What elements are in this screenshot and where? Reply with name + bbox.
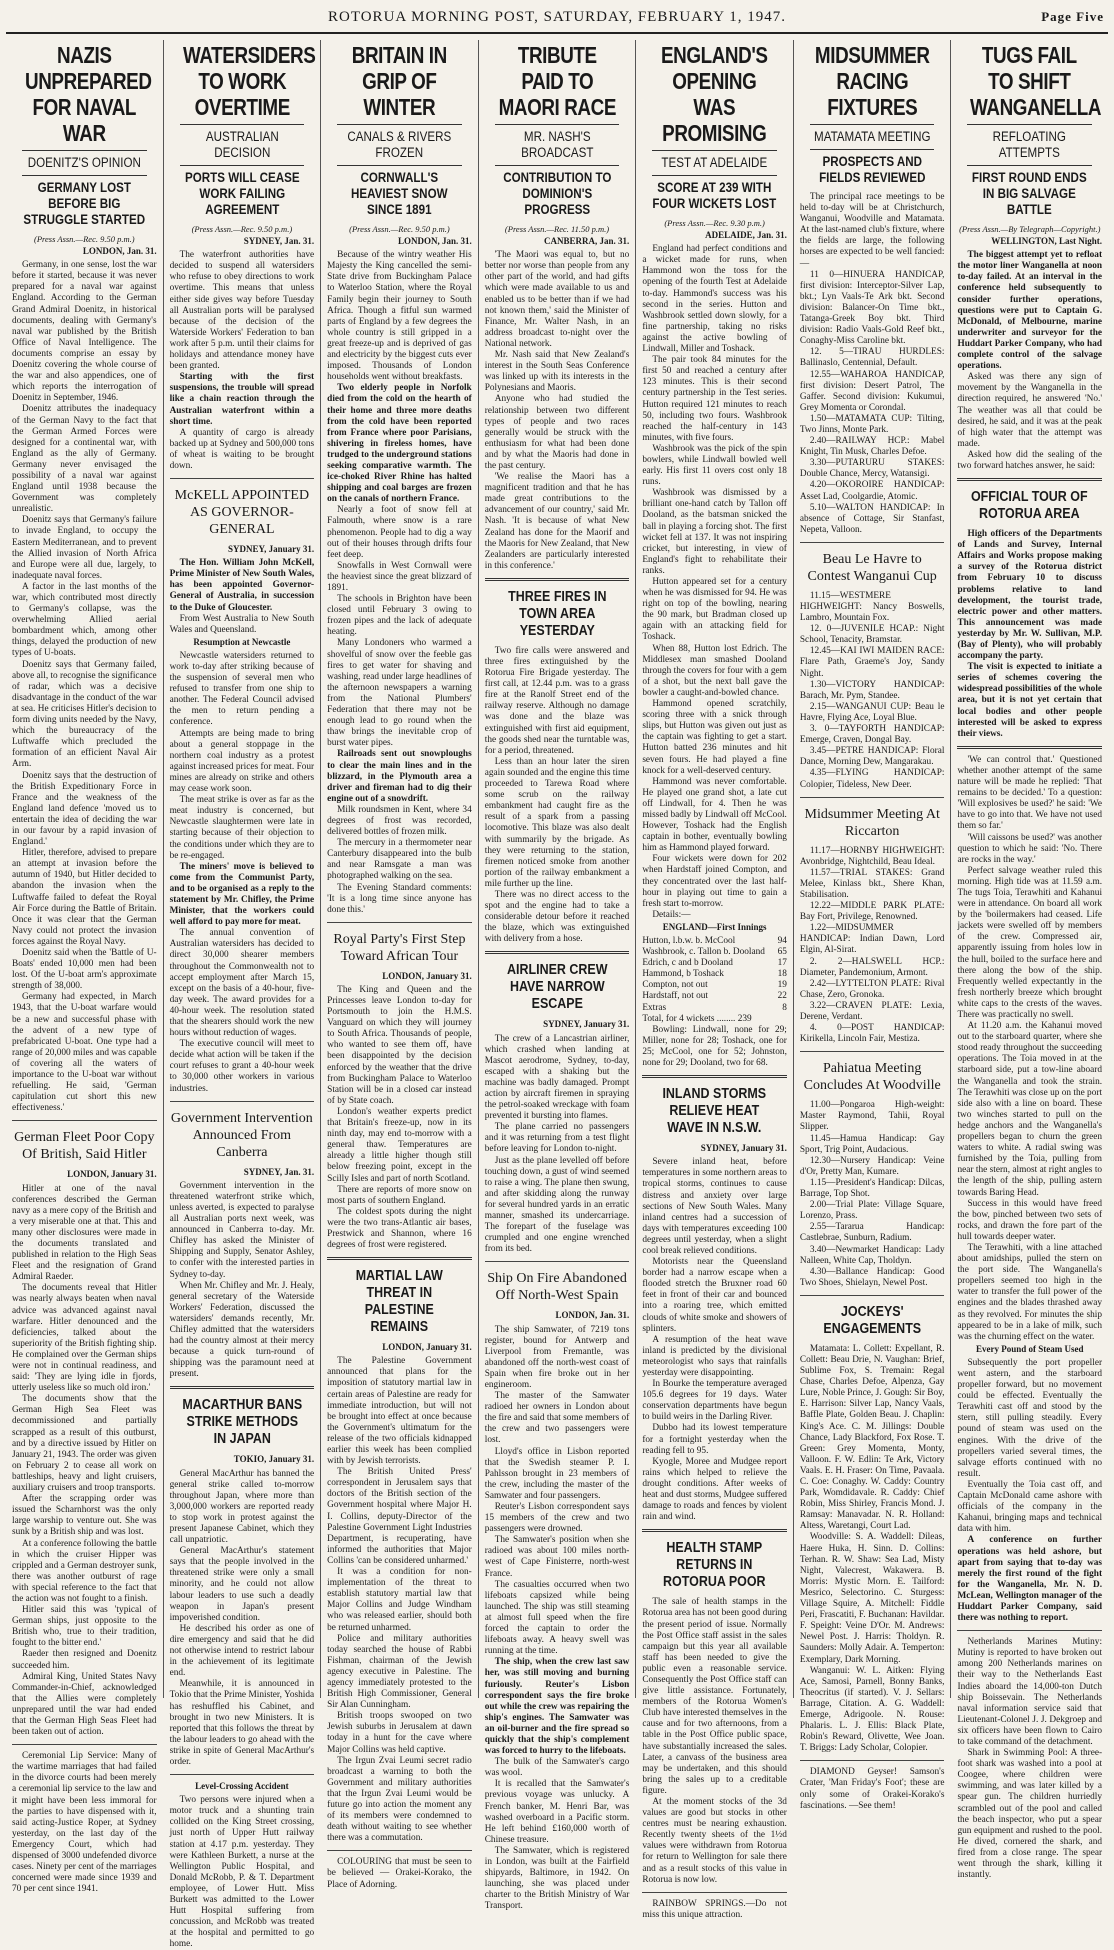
headline: ENGLAND'S OPENING WAS PROMISING [661, 42, 768, 146]
paragraph: Mr. Nash said that New Zealand's interest in the South Seas Conference was linked up with its interests in the Polynesians and Maoris. [484, 350, 630, 394]
subhead: CORNWALL'S HEAVIEST SNOW SINCE 1891 [351, 170, 448, 217]
race-line: 12.22—MIDDLE PARK PLATE: Bay Fort, Privilege, Renowned. [799, 901, 945, 923]
paragraph: Shark in Swimming Pool: A three-foot shark was washed into a pool at Coogee, where children were swimming, and was later killed by a spear gun. The children hurriedly scrambled out of the pool and called the beach inspector, who put a spear gun equipment and rushed to the pool. He dived, cornered the shark, and fired from a close range. The spear went through the shark, killing it instantly. [957, 1748, 1103, 1881]
batsman: Washbrook, c. Tallon b. Dooland [642, 947, 765, 958]
paragraph: A resumption of the heat wave inland is predicted by the divisional meteorologist who says that rainfalls yesterday were disappointing. [642, 1334, 787, 1378]
paragraph: Anyone who had studied the relationship between two different types of people and two races generally would be struck with the enthusiasm for what had been done and by what the Maoris had done in the past century. [484, 394, 630, 471]
dateline: LONDON, Jan. 31. [397, 236, 472, 247]
paragraph: Bowling: Lindwall, none for 29; Miller, none for 28; Toshack, one for 25; McCool, one for 52; Johnston, none for 29; Dooland, two for 68. [642, 1024, 787, 1069]
paragraph: The documents show that the German High Sea Fleet was decommissioned and partially scrapped as a result of this outburst, and by a directive issued by Hitler on January 21, 1943. The order was given on February 2 to cease all work on battleships, heavy and light cruisers, auxiliary cruisers and troop transports. [12, 1394, 157, 1494]
race-line: 12.55—WAHAROA HANDICAP, first division: Desert Patrol, The Gaffer. Second division: Kukumui, Grey Momenta or Corondal. [799, 369, 945, 413]
paragraph: A conference on further operations was held ashore, but apart from saying that to-day was merely the first round of the fight for the Wanganella, Mr. N. D. McLean, Wellington manager of the Huddart Parker Company, said there was nothing to report. [957, 1535, 1103, 1624]
paragraph: Hitler, therefore, advised to prepare an attempt at invasion before the autumn of 1940, but Hitler decided to abandon the invasion when the Luftwaffe failed to defeat the Royal Air Force during the Battle of Britain. Once it was clear that the German Navy could not protect the invasion forces against the Royal Navy. [12, 848, 157, 947]
subhead: PROSPECTS AND FIELDS REVIEWED [818, 154, 926, 185]
paragraph: Doenitz says that the destruction of the British Expeditionary Force in France and the weakness of the England land defence 'moved us to entertain the idea of deciding the war in our favour by a rapid invasion of England.' [12, 770, 157, 848]
race-line: 3. 0—TAYFORTH HANDICAP: Emerge, Craven, Dongal Bay. [799, 724, 945, 746]
paragraph: Dubbo had its lowest temperature for a fortnight yesterday when the reading fell to 95. [642, 1423, 787, 1456]
scorecard-row [642, 969, 787, 980]
headline: WATERSIDERS TO WORK OVERTIME [182, 42, 316, 120]
race-line: 1.50—MATAMATA CUP: Tilting, Two Jinns, Monte Park. [799, 413, 945, 435]
race-line: 12.45—KAI IWI MAIDEN RACE: Flare Path, Graeme's Joy, Sandy Night. [799, 646, 945, 679]
paragraph: RAINBOW SPRINGS.—Do not miss this unique attraction. [642, 1898, 787, 1920]
paragraph: The ship Samwater, of 7219 tons register, bound for Antwerp and Liverpool from Fremantle, was abandoned off the north-west coast of Spain when fire broke out in her engineroom. [484, 1324, 630, 1390]
paragraph: Germany, in one sense, lost the war before it started, because it was never prepared for a naval war against England. According to the German Grand Admiral Doenitz, in historical documents, dealing with Germany's naval war published by the British Office of Naval Intelligence. The documents comprise an essay by Doenitz covering the whole course of the war and also appendices, one of which reports the interrogation of Doenitz in September, 1946. [12, 260, 157, 404]
masthead [6, 4, 1108, 34]
paragraph: Admiral King, United States Navy Commander-in-Chief, acknowledged that the Allies were completely unprepared until the war had ended that the German High Seas Fleet had been taken out of action. [12, 1671, 157, 1738]
paragraph: Woodville: S. A. Waddell: Dileas, Haere Huka, H. Sinn. D. Collins: Terhan. R. W. Shaw: Sea Lad, Misty Night, Valecrest, Wakawera. B. Morris: Mystic Morn. E. Tailford: Mesrico, Selectorino. C. Sturgess: Village Squire, A. Mitchell: Fiddle Peri, Frascatiti, F. Buchanan: Havildar. F. Speight: Veine D'Or. M. Andrews: Newel Post. J. Harris: Tholdyn. R. Saunders: Molly Adair. A. Temperton: Exemplary, Dark Morning. [799, 1532, 945, 1665]
paragraph: He described his order as one of dire emergency and said that he did not otherwise intend to restrict labour in the achievement of its legitimate end. [169, 1623, 315, 1679]
paragraph: At a conference following the battle in which the cruiser Hipper was crippled and a German destroyer sunk, there was another outburst of rage with special reference to the fact that the action was not fought to a finish. [12, 1538, 157, 1604]
section-headline: Royal Party's First Step Toward African Tour [333, 931, 466, 964]
race-line: 2.00—Trial Plate: Village Square, Lorenzo, Prass. [799, 1200, 945, 1222]
paragraph: Ceremonial Lip Service: Many of the wartime marriages that had failed in the divorce courts had been merely a ceremonial lip service to the law and it might have been less immoral for the parties to have dispensed with it, said acting-Justice Roper, at Sydney yesterday, on the last day of the Emergency Court, which had dispensed of 3000 undefended divorce cases. Ninety per cent of the marriages concerned were made since 1939 and 70 per cent since 1941. [12, 1751, 157, 1895]
columns [6, 40, 1108, 1950]
race-line: 4.30—Ballance Handicap: Good Two Shoes, Shielayn, Newel Post. [799, 1266, 945, 1288]
runs: 65 [777, 947, 787, 958]
race-line: 11.45—Hamua Handicap: Gay Sport, Trig Point, Audacious. [799, 1133, 945, 1155]
section-headline: Government Intervention Announced From Canberra [170, 1110, 313, 1160]
paragraph: British troops swooped on two Jewish suburbs in Jerusalem at dawn today in a hunt for the cave where Major Collins was held captive. [327, 1711, 472, 1755]
race-line: 11.15—WESTMERE HIGHWEIGHT: Nancy Boswells, Lambro, Mountain Fox. [799, 590, 945, 624]
paragraph: The coldest spots during the night were the two trans-Atlantic air bases, Prestwick and Shannon, where 16 degrees of frost were registered. [327, 1206, 472, 1251]
paragraph: Doenitz says that Germany's failure to invade England, to occupy the Eastern Mediterranean, and to prevent the Allied invasion of North Africa and Europe were all due, largely, to inadequate naval forces. [12, 515, 157, 581]
race-line: 1.30—VICTORY HANDICAP: Barach, Mr. Pym, Standee. [799, 679, 945, 701]
race-line: 3.30—PUTARURU STAKES: Double Chance, Mercy, Watansigi. [799, 458, 945, 480]
paragraph: Doenitz says that Germany failed, above all, to recognise the significance of radar, which was a decisive disadvantage in the conduct of the war at sea. He criticises Hitler's decision to form diving units needed by the Navy, which the bureaucracy of the Luftwaffe which precluded the formation of an efficient Naval Air Arm. [12, 659, 157, 770]
column-racing [794, 40, 952, 1811]
credit: (Press Assn.—Rec. 9.50 p.m.) [34, 234, 135, 244]
paragraph: Hitler said this was 'typical of German ships, just opposite to the British who, true to their tradition, fought to the bitter end.' [12, 1605, 157, 1649]
section-headline: INLAND STORMS RELIEVE HEAT WAVE IN N.S.W. [662, 1086, 767, 1137]
paragraph: The bulk of the Samwater's cargo was wool. [484, 1757, 630, 1779]
batsman: Hardstaff, not out [642, 991, 708, 1002]
paragraph: Lloyd's office in Lisbon reported that the Swedish steamer P. I. Pahlsson brought in 23 members of the crew, including the master of the Samwater and four passengers. [484, 1446, 630, 1501]
paragraph: The King and Queen and the Princesses leave London to-day for Portsmouth to join the H.M.S. Vanguard on which they will journey to South Africa. Thousands of people, who wanted to see them off, have been disappointed by the decision enforced by the weather that the drive from Buckingham Palace to Waterloo Station will be in a closed car instead of by State coach. [327, 984, 472, 1106]
paragraph: Doenitz attributes the inadequacy of the German Navy to the fact that the German Armed Forces were designed for a continental war, with England as the ally of Germany. Germany never envisaged the possibility of a naval war against England until 1938 because the Government was completely unrealistic. [12, 404, 157, 515]
column-britain-winter [321, 40, 479, 1890]
dateline: SYDNEY, January 31. [543, 1019, 630, 1030]
paragraph: Milk roundsmen in Kent, where 34 degrees of frost was recorded, delivered bottles of frozen milk. [327, 804, 472, 838]
headline: TRIBUTE PAID TO MAORI RACE [498, 42, 616, 120]
runs: 17 [777, 958, 787, 969]
paragraph: The Palestine Government announced that plans for the imposition of statutory martial law in certain areas of Palestine are ready for immediate introduction, but will not be brought into effect at once because the Government's ultimatum for the release of the two officials kidnapped earlier this week has been complied with by Jewish terrorists. [327, 1356, 472, 1467]
dateline: SYDNEY, January 31. [700, 1143, 787, 1154]
subheading: Every Pound of Steam Used [976, 1343, 1084, 1354]
subhead: PORTS WILL CEASE WORK FAILING AGREEMENT [184, 170, 300, 217]
runs: 8 [782, 1002, 787, 1013]
paragraph: After the scrapping order was issued the Scharnhorst was the only large warship to venture out. She was sunk by a British ship and was lost. [12, 1494, 157, 1538]
dek: DOENITZ'S OPINION [27, 155, 141, 170]
dateline: ADELAIDE, Jan. 31. [705, 230, 787, 241]
race-line: 3.40—Newmarket Handicap: Lady Nalleen, White Cap, Tholdyn. [799, 1244, 945, 1266]
paragraph: Just as the plane levelled off before touching down, a gust of wind seemed to raise a wing. The plane then swung, and after skidding along the runway for several hundred yards in an erratic manner, smashed its undercarriage. The forepart of the fuselage was crumpled and one engine wrenched from its bed. [484, 1155, 630, 1255]
paragraph: Doenitz said when the 'Battle of U-Boats' ended 10,000 men had been lost. Of the U-boat arm's approximate strength of 38,000. [12, 948, 157, 992]
paragraph: 'The Maori was equal to, but no better nor worse than people from any other part of the world, and had gifts which were made available to us and enabled us to be better than if we had not known them,' said the Minister of Finance, Mr. Walter Nash, in an address broadcast to-night over the National network. [484, 250, 630, 349]
paragraph: Snowfalls in West Cornwall were the heaviest since the great blizzard of 1891. [327, 560, 472, 593]
race-line: 4.20—OKOROIRE HANDICAP: Asset Lad, Coolgardie, Atomic. [799, 480, 945, 502]
subhead: SCORE AT 239 WITH FOUR WICKETS LOST [652, 180, 777, 211]
paragraph: Perfect salvage weather ruled this morning. High tide was at 11.59 a.m. The tugs Toia, Terawhiti and Kahanui were in attendance. On board all work by the 'boilermakers had ceased. Life jackets were swelled off by members of the crew. Compressed air, apparently issuing from holes low in the hull, boiled to the surface here and there along the bow of the ship. Frequently welled expectantly in the fresh northerly breeze which brought white caps to the crests of the waves. There was practically no swell. [957, 865, 1103, 1020]
column-wanganella [951, 40, 1108, 1881]
paragraph: The crew of a Lancastrian airliner, which crashed when landing at Mascot aerodrome, Sydney, to-day, escaped with a shaking but the machine was badly damaged. Prompt action by aircraft firemen in spraying the petrol-soaked wreckage with foam prevented it bursting into flames. [484, 1033, 630, 1122]
dateline: CANBERRA, Jan. 31. [544, 236, 630, 247]
section-headline: OFFICIAL TOUR OF ROTORUA AREA [971, 489, 1089, 523]
paragraph: Reuter's Lisbon correspondent says 15 members of the crew and two passengers were drowned. [484, 1502, 630, 1535]
masthead-title: ROTORUA MORNING POST, SATURDAY, FEBRUARY 1, 1947. [328, 9, 786, 25]
dateline: LONDON, January 31. [382, 1342, 472, 1353]
dateline: SYDNEY, Jan. 31. [243, 236, 315, 247]
credit: (Press Assn.—Rec. 9.30 p.m.) [664, 218, 765, 228]
dateline: LONDON, Jan. 31. [555, 1310, 630, 1321]
paragraph: The Irgun Zvai Leumi secret radio broadcast a warning to both the Government and military authorities that the Irgun Zvai Leumi would be future go into action the moment any of its members were condemned to death without waiting to see whether there was a commutation. [327, 1755, 472, 1844]
dateline: SYDNEY, Jan. 31. [243, 1166, 315, 1177]
headline: NAZIS UNPREPARED FOR NAVAL WAR [25, 42, 152, 146]
dek: REFLOATING ATTEMPTS [993, 129, 1067, 160]
paragraph: The British United Press' correspondent in Jerusalem says that doctors of the British section of the Government hospital where Major H. I. Collins, deputy-Director of the Palestine Government Light Industries Department, is recuperating, have informed the authorities that Major Collins 'can be considered unharmed.' [327, 1467, 472, 1566]
headline: MIDSUMMER RACING FIXTURES [814, 42, 930, 120]
batsman: Hammond, b Toshack [642, 969, 724, 980]
paragraph: Police and military authorities today searched the house of Rabbi Fishman, chairman of the Jewish agency executive in Palestine. The agency immediately protested to the British High Commissioner, General Sir Alan Cunningham. [327, 1633, 472, 1711]
headline: TUGS FAIL TO SHIFT WANGANELLA [970, 42, 1102, 120]
paragraph: Two elderly people in Norfolk died from the cold on the hearth of their home and three more deaths from the cold have been reported from France where poor Parisians, shivering in fireless homes, have trudged to the underground stations seeking comparative warmth. The ice-choked River Rhine has halted shipping and coal barges are frozen on the canals of northern France. [327, 383, 472, 505]
paragraph: Success in this would have freed the bow, pinched between two sets of rocks, and drawn the fore part of the hull towards deeper water. [957, 1198, 1103, 1242]
credit: (Press Assn.—Rec. 9.50 p.m.) [349, 224, 450, 234]
paragraph: The Terawhiti, with a line attached about amidships, pulled the stern on the port side. The Wanganella's propellers seemed too high in the water to transfer the full power of the engines and the blades thrashed away as they revolved. For minutes the ship appeared to be in a lake of milk, such was the churning effect on the water. [957, 1242, 1103, 1342]
paragraph: Raeder then resigned and Doenitz succeeded him. [12, 1649, 157, 1671]
paragraph: Eventually the Toia cast off, and Captain McDonald came ashore with officials of the company in the Kahanui, bringing maps and technical data with him. [957, 1479, 1103, 1535]
credit: (Press Assn.—Rec. 9.50 p.m.) [191, 224, 293, 234]
race-line: 12.30—Nursery Handicap: Veine d'Or, Pretty Man, Kumare. [799, 1155, 945, 1177]
section-headline: MARTIAL LAW THREAT IN PALESTINE REMAINS [355, 1268, 443, 1336]
paragraph: Details:— [652, 909, 691, 920]
subheading: Resumption at Newcastle [193, 636, 291, 647]
race-line: 5.10—WALTON HANDICAP: In absence of Cottage, Sir Stanfast, Nepeta, Valloon. [799, 502, 945, 535]
paragraph: DIAMOND Geyser! Samson's Crater, 'Man Friday's Foot'; these are only some of Orakei-Korako's fascinations. —See them! [799, 1767, 945, 1811]
scorecard [642, 936, 787, 1025]
batsman: Edrich, c and b Dooland [642, 958, 733, 969]
paragraph: General MacArthur's statement says that the people involved in the threatened strike were only a small minority, and he could not allow labour leaders to use such a deadly weapon in Japan's present impoverished condition. [169, 1546, 315, 1623]
paragraph: The waterfront authorities have decided to suspend all watersiders who refuse to obey directions to work overtime. This means that unless either side gives way before Tuesday all Australian ports will be paralysed because of the decision of the Waterside Workers' Federation to ban work after 5 p.m. until their claims for holidays and attendance money have been granted. [169, 250, 315, 372]
paragraph: In Bourke the temperature averaged 105.6 degrees for 19 days. Water conservation departments have begun to build weirs in the Darling River. [642, 1379, 787, 1423]
paragraph: Asked how did the sealing of the two forward hatches answer, he said: [957, 449, 1103, 471]
race-line: 4. 0—POST HANDICAP: Kirikella, Lincoln Fair, Mestiza. [799, 1023, 945, 1045]
batsman: Hutton, l.b.w. b. McCool [642, 936, 736, 946]
paragraph: From West Australia to New South Wales and Queensland. [169, 613, 315, 635]
scorecard-row [642, 1003, 787, 1014]
section-headline: JOCKEYS' ENGAGEMENTS [823, 1303, 922, 1337]
paragraph: The schools in Brighton have been closed until February 3 owing to frozen pipes and the lack of adequate heating. [327, 594, 472, 638]
paragraph: Hammond opened scratchily, scoring three with a snick through slips, but Hutton was given out just as the captain was fighting to get a start. Hutton batted 236 minutes and hit seven fours. He had played a fine knock for a well-deserved century. [642, 699, 787, 776]
paragraph: England had perfect conditions and a wicket made for runs, when Hammond won the toss for the opening of the fourth Test at Adelaide to-day. Hammond's success was his second in the series. Hutton and Washbrook settled down slowly, for a fine partnership, taking no risks against the active bowling of Lindwall, Miller and Toshack. [642, 244, 787, 355]
paragraph: Railroads sent out snowploughs to clear the main lines and in the blizzard, in the Plymouth area a driver and fireman had to dig their engine out of a snowdrift. [327, 749, 472, 804]
paragraph: 'We can control that.' Questioned whether another attempt of the same nature will be made he replied: 'That remains to be decided.' To a question: 'Will explosives be used?' he said: 'We have to go into that. We have not used them so far.' [957, 754, 1103, 832]
paragraph: When 88, Hutton lost Edrich. The Middlesex man smashed Dooland through the covers for four with a gem of a shot, but the next ball gave the bowler a caught-and-bowled chance. [642, 643, 787, 698]
column-nazis [6, 40, 164, 1895]
scorecard-row [642, 991, 787, 1002]
paragraph: It was a condition for non-implementation of the threat to establish statutory martial law that Major Collins and Judge Windham who was released earlier, should both be returned unharmed. [327, 1567, 472, 1633]
runs: 22 [777, 991, 787, 1002]
scorecard-row [642, 958, 787, 969]
paragraph: It is recalled that the Samwater's previous voyage was unlucky. A French banker, M. Henri Bar, was washed overboard in a Pacific storm. He left behind £160,000 worth of Chinese treasure. [484, 1779, 630, 1845]
section-headline: Beau Le Havre to Contest Wanganui Cup [807, 551, 937, 584]
dateline: LONDON, January 31. [67, 1169, 157, 1180]
paragraph: Many Londoners who warmed a shovelful of snow over the feeble gas fires to get water for shaving and washing, read under large headlines of the afternoon newspapers a warning from the National Plumbers' Federation that there may not be enough lead to go round when the thaw brings the inevitable crop of burst water pipes. [327, 638, 472, 749]
paragraph: The mercury in a thermometer near Canterbury disappeared into the bulb and near Ramsgate a man was photographed walking on the sea. [327, 838, 472, 882]
paragraph: At 11.20 a.m. the Kahanui moved out to the starboard quarter, where she stood ready throughout the succeeding operations. The Toia moved in at the starboard side, put a tow-line aboard the Wanganella and took the strain. The Terawhiti was close up on the port side also with a line on board. These two winches started to pull on the hedge anchors and the Wanganella's propellers began to churn the green waters to white. A radial swing was furnished by the Toia, pulling from near the stern, almost at right angles to the length of the ship, pulling astern towards Baring Head. [957, 1021, 1103, 1198]
dateline: SYDNEY, January 31. [227, 544, 315, 555]
paragraph: Four wickets were down for 202 when Hardstaff joined Compton, and they concentrated over the last half-hour in playing out time to gain a fresh start to-morrow. [642, 854, 787, 909]
section-headline: Pahiatua Meeting Concludes At Woodville [803, 1061, 941, 1094]
paragraph: Government intervention in the threatened waterfront strike which, unless averted, is expected to paralyse all Australian ports next week, was announced in Canberra to-day. Mr. Chifley has asked the Minister of Shipping and Supply, Senator Ashley, to confer with the interested parties in Sydney to-day. [169, 1180, 315, 1280]
race-line: 2.40—RAILWAY HCP.: Mabel Knight, Tin Musk, Charles Defoe. [799, 436, 945, 458]
race-line: 1.22—MIDSUMMER HANDICAP: Indian Dawn, Lord Elgin, Al-Sirat. [799, 923, 945, 956]
scorecard-row [642, 936, 787, 947]
paragraph: Asked was there any sign of movement by the Wanganella in the direction required, he answered 'No.' The weather was all that could be desired, he said, and it was at the peak of high water that the attempt was made. [957, 372, 1103, 449]
paragraph: Hammond was never comfortable. He played one grand shot, a late cut off Lindwall, for 4. Then he was missed badly by Lindwall off McCool. However, Toshack had the English captain in bother, eventually bowling him as Hammond played forward. [642, 776, 787, 854]
paragraph: The documents reveal that Hitler was nearly always beaten when naval advice was advanced against naval warfare. Hitler denounced and the deficiencies, talked about the superiority of the British fighting ship. He complained over the German ships were not in continual readiness, and said: 'They are lying idle in fjords, utterly useless like so much old iron.' [12, 1283, 157, 1394]
section-headline: Midsummer Meeting At Riccarton [804, 806, 940, 839]
paragraph: The visit is expected to initiate a series of schemes covering the widespread possibilities of the whole area, but it is not yet certain that local bodies and other people interested will be asked to express their views. [957, 662, 1103, 739]
subhead: GERMANY LOST BEFORE BIG STRUGGLE STARTED [23, 180, 146, 227]
paragraph: The master of the Samwater radioed her owners in London about the fire and said that some members of the crew and two passengers were lost. [484, 1391, 630, 1446]
paragraph: Severe inland heat, before temperatures in some northern areas to tropical storms, continues to cause distress and anxiety over large sections of New South Wales. Many inland centres had a succession of days with temperatures exceeding 100 degrees until yesterday, when a slight cool break relieved conditions. [642, 1157, 787, 1256]
paragraph: The Samwater's position when she radioed was about 100 miles north-west of Cape Finisterre, north-west France. [484, 1535, 630, 1579]
batsman: Compton, not out [642, 980, 708, 991]
runs: 94 [777, 936, 787, 946]
section-headline: HEALTH STAMP RETURNS IN ROTORUA POOR [663, 1540, 766, 1591]
paragraph: The Samwater, which is registered in London, was built at the Fairfield shipyards, Baltimore, in 1942. On launching, she was placed under charter to the British Ministry of War Transport. [484, 1845, 630, 1912]
race-line: 2.15—WANGANUI CUP: Beau le Havre, Flying Ace, Loyal Blue. [799, 701, 945, 723]
paragraph: Two fire calls were answered and three fires extinguished by the Rotorua Fire Brigade yesterday. The first call, at 12.44 p.m. was to a grass fire at the Ranolf Street end of the railway reserve. Although no damage was done and the blaze was extinguished with first aid equipment, the goods shed near the turntable was, for a period, threatened. [484, 645, 630, 756]
innings-title: ENGLAND—First Innings [662, 921, 767, 932]
paragraph: London's weather experts predict that Britain's freeze-up, now in its ninth day, may end to-morrow with a general thaw. Temperatures are already a little higher though still below freezing point, except in the Scilly Isles and part of north Scotland. [327, 1106, 472, 1184]
dateline: TOKIO, January 31. [233, 1454, 315, 1465]
section-headline: Ship On Fire Abandoned Off North-West Spain [487, 1271, 627, 1304]
race-line: 2. 2—HALSWELL HCP.: Diameter, Pandemonium, Armont. [799, 956, 945, 978]
paragraph: Wanganui: W. L. Aitken: Flying Ace, Samosi, Parnell, Bonny Banks, Theocritus (if started). V. J. Sellars: Barrage, Citation. A. G. Waddell: Emerge, Adrigoole. N. Rouse: Phalaris. L. J. Ellis: Black Plate, Robin's Reward, Olivette, Wee Joan. T. Briggs: Lady Scholar, Colopier. [799, 1665, 945, 1754]
paragraph: The principal race meetings to be held to-day will be at Christchurch, Wanganui, Woodville and Matamata. At the last-named club's fixture, where the fields are large, the following horses are expected to be well fancied:— [799, 192, 945, 269]
paragraph: Newcastle watersiders returned to work to-day after striking because of the suspension of several men who refused to transfer from one ship to another. The Federal Council advised the men to return pending a conference. [169, 650, 315, 728]
column-maori-race [479, 40, 637, 1912]
race-line: 1.15—President's Handicap: Dilcas, Barrage, Top Shot. [799, 1177, 945, 1200]
paragraph: Two persons were injured when a motor truck and a shunting train collided on the King Street crossing, just north of Upper Hutt railway station at 4.17 p.m. yesterday. They were Kathleen Burkett, a nurse at the Wellington Public Hospital, and Donald McRobb, P. & T. Department employee, of Lower Hutt. Miss Burkett was admitted to the Lower Hutt Hospital suffering from concussion, and McRobb was treated at the hospital and permitted to go home. [169, 1795, 315, 1950]
paragraph: The sale of health stamps in the Rotorua area has not been good during the present period of issue. Normally the Post Office staff assist in the sales campaign but this year all available staff has been needed to give the public even a reasonable service. Consequently the Post Office staff can give little assistance. Fortunately, members of the Rotorua Women's Club have interested themselves in the cause and for two afternoons, from a table in the Post Office public space, have substantially increased the sales. Later, a canvass of the business area may be undertaken, and this should bring the sales up to a creditable figure. [642, 1597, 787, 1796]
paragraph: Attempts are being made to bring about a general stoppage in the northern coal industry as a protest against increased prices for meat. Four mines are already on strike and others may cease work soon. [169, 728, 315, 795]
paragraph: Motorists near the Queensland border had a narrow escape when a flooded stretch the Bruxner road 60 feet in front of their car and bounced into a roaring tree, which emitted clouds of white smoke and showers of splinters. [642, 1257, 787, 1334]
dek: AUSTRALIAN DECISION [205, 129, 279, 160]
paragraph: Starting with the first suspensions, the trouble will spread like a chain reaction through the Australian waterfront within a short time. [169, 372, 315, 427]
scorecard-row [642, 947, 787, 958]
paragraph: The annual convention of Australian watersiders has decided to direct 30,000 shearer members throughout the Commonwealth not to accept employment after March 15, except on the basis of a 40-hour, five-day week. The award provides for a 40-hour week. The resolution stated that the shearers should work the new hours without reduction of wages. [169, 928, 315, 1039]
section-headline: THREE FIRES IN TOWN AREA YESTERDAY [507, 588, 607, 639]
paragraph: The executive council will meet to decide what action will be taken if the court refuses to grant a 40-hour week to 30,000 other workers in various industries. [169, 1039, 315, 1094]
paragraph: The Hon. William John McKell, Prime Minister of New South Wales, has been appointed Governor-General of Australia, in succession to the Duke of Gloucester. [169, 558, 315, 613]
scorecard-row [642, 980, 787, 991]
paragraph: Kyogle, Moree and Mudgee report rains which helped to relieve the drought conditions. After weeks of heat and dust storms, Mudgee suffered damage to roads and fences by violent rain and wind. [642, 1456, 787, 1523]
paragraph: The plane carried no passengers and it was returning from a test flight before leaving for London to-night. [484, 1122, 630, 1155]
paragraph: The casualties occurred when two lifeboats capsized while being launched. The ship was still steaming at almost full speed when the fire forced the captain to order the lifeboats away. A heavy swell was running at the time. [484, 1579, 630, 1657]
paragraph: Hitler at one of the naval conferences described the German navy as a mere copy of the British and a very miserable one at that. This and many other disclosures were made in the documents translated and published in relation to the High Seas Fleet and the resignation of Grand Admiral Raeder. [12, 1183, 157, 1283]
paragraph: The ship, when the crew last saw her, was still moving and burning furiously. Reuter's Lisbon correspondent says the fire broke out while the crew was repairing the ship's engines. The Samwater was an oil-burner and the fire spread so quickly that the ship's complement was forced to hurry to the lifeboats. [484, 1657, 630, 1757]
section-headline: AIRLINER CREW HAVE NARROW ESCAPE [506, 962, 608, 1013]
paragraph: The pair took 84 minutes for the first 50 and reached a century after 123 minutes. This is their second century partnership in the Test series. Hutton required 121 minutes to reach 50, including two fours. Washbrook reached the half-century in 143 minutes, with five fours. [642, 355, 787, 443]
subhead: FIRST ROUND ENDS IN BIG SALVAGE BATTLE [972, 170, 1088, 217]
paragraph: The Evening Standard comments: 'It is a long time since anyone has done this.' [327, 882, 472, 915]
runs: 18 [777, 969, 787, 980]
paragraph: There was no direct access to the spot and the engine had to take a considerable detour before it reached the blaze, which was extinguished with delivery from a hose. [484, 889, 630, 945]
paragraph: 'Will caissons be used?' was another question to which he said: 'No. There are rocks in the way.' [957, 832, 1103, 865]
paragraph: 'We realise the Maori has a magnificent tradition and that he has made great contributions to the advancement of our country,' said Mr. Nash. 'It is because of what New Zealand has done for the Maorif and the Maoris for New Zealand, that New Zealanders are particularly interested in this conference.' [484, 472, 630, 571]
paragraph: Washbrook was the pick of the spin bowlers, while Lindwall bowled well early. His first 11 overs cost only 18 runs. [642, 443, 787, 488]
paragraph: Subsequently the port propeller went astern, and the starboard propeller forward, but no movement could be effected. Eventually the Terawhiti cast off and stood by the stern, still pulling steadily. Every pound of steam was used on the engines. With the drive of the propellers varied several times, the salvage efforts continued with no result. [957, 1357, 1103, 1479]
paragraph: Netherlands Marines Mutiny: Mutiny is reported to have broken out among 200 Netherlands marines on their way to the Netherlands East Indies aboard the 14,000-ton Dutch ship Boissevain. The Netherlands naval information service said that Lieutenant-Colonel J. J. Dekgroep and six officers have been flown to Cairo to take command of the detachment. [957, 1637, 1103, 1747]
dek: CANALS & RIVERS FROZEN [347, 129, 452, 160]
dateline: LONDON, Jan. 31. [82, 246, 157, 257]
race-line: 2.42—LYTTELTON PLATE: Rival Chase, Zero, Gronoka. [799, 978, 945, 1000]
race-line: 2.55—Tararua Handicap: Castlebrae, Sunburn, Radium. [799, 1222, 945, 1244]
paragraph: The miners' move is believed to come from the Communist Party, and to be organised as a reply to the statement by Mr. Chifley, the Prime Minister, that the workers could well afford to pay more for meat. [169, 861, 315, 928]
dek: MR. NASH'S BROADCAST [520, 129, 594, 160]
paragraph: Washbrook was dismissed by a brilliant one-hand catch by Tallon off Dooland, as the batsman snicked the ball in playing a forcing shot. The first wicket fell at 137. It was not inspiring cricket, but interesting, in view of England's fight to rehabilitate their ranks. [642, 488, 787, 576]
paragraph: A factor in the last months of the war, which contributed most directly to Germany's collapse, was the overwhelming Allied aerial bombardment which, among other things, delayed the production of new types of U-boats. [12, 581, 157, 659]
race-line: 4.35—FLYING HANDICAP: Colopier, Tideless, New Deer. [799, 768, 945, 790]
race-line: 12. 0—JUVENILE HCAP.: Night School, Tenacity, Bramstar. [799, 624, 945, 646]
headline: BRITAIN IN GRIP OF WINTER [351, 42, 447, 120]
credit: (Press Assn.—By Telegraph—Copyright.) [959, 224, 1101, 234]
column-cricket [636, 40, 794, 1920]
paragraph: Matamata: L. Collett: Expellant, R. Collett: Beau Drie, N. Vaughan: Brief, Sublime Fox, S. Tremain: Regal Chase, Charles Defoe, Alpenza, Gay Lure, Noble Prince, J. Gough: Sir Boy, E. Harrison: Silver Lap, Nancy Vaals, Baffle Plate, Golden Beau. J. Chaplin: King's Ace. C. M. Jillings: Double Chance, Lady Blackford, Fox Rose. T. Green: Grey Momenta, Monty, Valloon. F. W. Edlin: Te Ark, Victory Vaals. E. H. Fraser: On Time, Pavaala. C. Coe: Conaghy. W. Caddy: Country Park, Womdidavale. R. Caddy: Chief Robin, Miss Shirley, Francis Mond. J. Ramsay: Manavadar. N. R. Holland: Altess, Waretangi, Court Lad. [799, 1343, 945, 1532]
paragraph: The biggest attempt yet to refloat the motor liner Wanganella at noon to-day failed. At an interval in the conference held subsequently to consider further operations, questions were put to Captain G. McDonald, of Melbourne, marine underwriter and surveyor for the Huddart Parker Company, who had complete control of the salvage operations. [957, 250, 1103, 372]
paragraph: Nearly a foot of snow fell at Falmouth, where snow is a rare phenomenon. People had to dig a way out of their houses through drifts four feet deep. [327, 505, 472, 560]
paragraph: A quantity of cargo is already backed up at Sydney and 500,000 tons of wheat is waiting to be brought down. [169, 427, 315, 471]
race-line: 11.57—TRIAL STAKES: Grand Melee, Kinlass bkt., Shere Khan, Stabilisation. [799, 867, 945, 900]
paragraph: High officers of the Departments of Lands and Survey, Internal Affairs and Works propose making a survey of the Rotorua district from February 10 to discuss problems relative to land development, the tourist trade, electric power and other matters. This announcement was made yesterday by Mr. W. Sullivan, M.P. (Bay of Plenty), who will probably accompany the party. [957, 529, 1103, 662]
paragraph: Less than an hour later the siren again sounded and the engine this time proceeded to Tarewa Road where some scrub on the railway embankment had caught fire as the result of a spark from a passing locomotive. This blaze was also dealt with summarily by the brigade. As they were returning to the station, firemen noticed smoke from another portion of the railway embankment a mile further up the line. [484, 756, 630, 889]
paragraph: General MacArthur has banned the general strike called to-morrow throughout Japan, where more than 3,000,000 workers are reported ready to stop work in protest against the present Japanese Cabinet, which they call unpatriotic. [169, 1468, 315, 1546]
dek: TEST AT ADELAIDE [661, 155, 768, 170]
section-headline: German Fleet Poor Copy Of British, Said Hitler [14, 1130, 155, 1163]
race-line: 11 0—HINUERA HANDICAP, first division: Interceptor-Silver Lap, bkt.; Lyn Vaals-Te Ark bkt. Second division: Balancer-On Time bkt., Tatanga-Greek Boy bkt. Third division: Radio Vaals-Gold Reef bkt., Conaghy-Miss Caroline bkt. [799, 269, 945, 347]
race-line: 3.45—PETRE HANDICAP: Floral Dance, Morning Dew, Mangarakau. [799, 746, 945, 768]
batsman: Extras [642, 1002, 667, 1013]
dateline: LONDON, January 31. [382, 970, 472, 981]
paragraph: COLOURING that must be seen to be believed — Orakei-Korako, the Place of Adorning. [327, 1857, 472, 1890]
page-number: Page Five [1041, 9, 1104, 24]
paragraph: Hutton appeared set for a century when he was dismissed for 94. He was right on top of the bowling, nearing the 90 mark, but Bradman closed up again with an attacking field for Toshack. [642, 577, 787, 643]
column-watersiders [164, 40, 322, 1950]
race-line: 11.00—Pongaroa High-weight: Master Raymond, Tahii, Royal Slipper. [799, 1100, 945, 1133]
dek: MATAMATA MEETING [813, 129, 931, 144]
scorecard-total: Total, for 4 wickets ........ 239 [642, 1013, 752, 1024]
subheading: Level-Crossing Accident [195, 1781, 289, 1792]
paragraph: The meat strike is over as far as the meat industry is concerned, but Newcastle slaughtermen were late in starting because of their objection to the conditions under which they are to be re-engaged. [169, 795, 315, 861]
paragraph: Because of the wintry weather His Majesty the King cancelled the semi-State drive from Buckingham Palace to Waterloo Station, where the Royal Family begin their journey to South Africa. Though a fitful sun warmed parts of England by a few degrees the whole country is still gripped in a great freeze-up and is deprived of gas and electricity by the biggest cuts ever imposed. Thousands of London households went without breakfasts. [327, 250, 472, 383]
paragraph: There are reports of more snow on most parts of southern England. [327, 1184, 472, 1206]
race-line: 3.22—CRAVEN PLATE: Lexia, Derene, Verdant. [799, 1000, 945, 1022]
paragraph: When Mr. Chifley and Mr. J. Healy, general secretary of the Waterside Workers' Federation, discussed the watersiders' demands recently, Mr. Chifley admitted that the watersiders had the country almost at their mercy because a quick turn-round of shipping was the paramount need at present. [169, 1280, 315, 1380]
subhead: CONTRIBUTION TO DOMINION'S PROGRESS [502, 170, 612, 217]
paragraph: Germany had expected, in March 1943, that the U-boat warfare would be a new and successful phase with the advent of a new type of prefabricated U-boat. One type had a range of 20,000 miles and was capable of covering all the waters of importance to the U-boat war without refuelling. He said, 'German capitulation cut short this new effectiveness.' [12, 992, 157, 1114]
runs: 19 [777, 980, 787, 991]
paragraph: Meanwhile, it is announced in Tokio that the Prime Minister, Yoshida has reshuffled his Cabinet, and brought in two new Ministers. It is reported that this follows the threat by the labour leaders to go ahead with the strike in spite of General MacArthur's order. [169, 1679, 315, 1767]
credit: (Press Assn.—Rec. 11.50 p.m.) [504, 224, 610, 234]
paragraph: At the moment stocks of the 3d values are good but stocks in other centres must be nearing exhaustion. Recently twenty sheets of the 1½d values were withdrawn from Rotorua for return to Wellington for sale there and as a result stocks of this value in Rotorua is now low. [642, 1797, 787, 1885]
race-line: 12. 5—TIRAU HURDLES: Ballinaslo, Centennial, Default. [799, 347, 945, 369]
section-headline: McKELL APPOINTED AS GOVERNOR-GENERAL [174, 488, 310, 538]
race-line: 11.17—HORNBY HIGHWEIGHT: Avonbridge, Nightchild, Beau Ideal. [799, 845, 945, 867]
dateline: WELLINGTON, Last Night. [991, 236, 1103, 247]
section-headline: MACARTHUR BANS STRIKE METHODS IN JAPAN [181, 1397, 302, 1448]
